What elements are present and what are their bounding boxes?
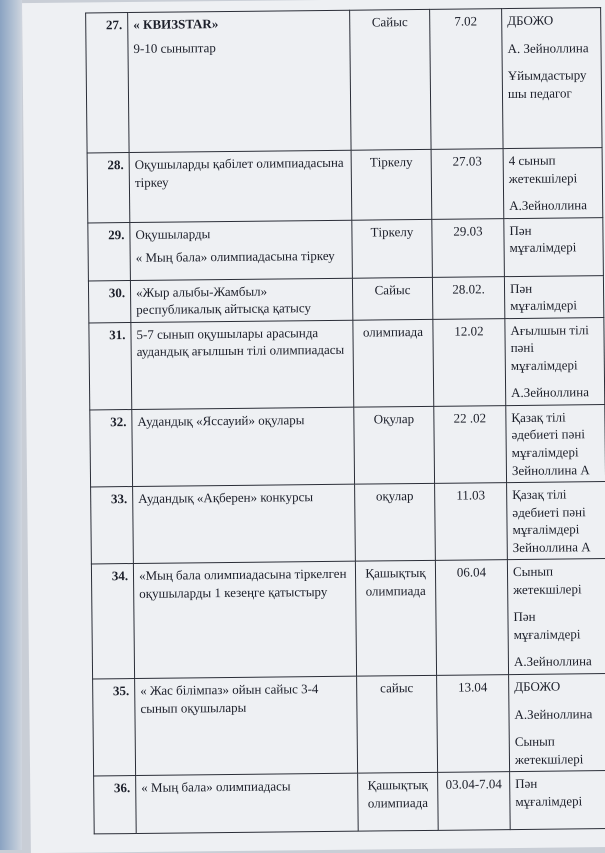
responsible-text: Ұйымдастыру шы педагог [507,67,587,101]
responsible-text: А.Зейноллина [513,653,592,670]
responsible-text: Сынып жетекшілері [512,563,582,597]
row-number: 28. [87,153,130,223]
responsible-text: А. Зейноллина [507,39,589,56]
event-cell [133,484,356,564]
document-page [22,0,605,853]
event-text: « КВИЗSTAR» [133,16,219,32]
row-number: 35. [93,679,136,777]
event-type: Сайыс [350,9,431,150]
event-cell [129,150,352,222]
row-number: 27. [86,13,129,153]
event-text: Аудандық «Яссауий» оқулары [137,412,305,429]
event-text: Оқушыларды [135,225,211,242]
responsible-cell [502,8,602,149]
event-date: 12.02 [433,318,506,406]
event-text: « Жас білімпаз» ойын сайыс 3-4 сынып оқушылары [140,681,319,716]
responsible-text: Пән мұғалімдері [509,222,577,256]
responsible-text: ДБОЖО [507,12,554,29]
responsible-cell [507,559,605,675]
responsible-text: А.Зейноллина [514,705,593,722]
event-date: 27.03 [431,149,504,219]
event-cell [128,10,351,152]
row-number: 31. [89,322,132,410]
event-cell [132,407,355,487]
responsible-text: Пән мұғалімдері [513,609,581,642]
row-number: 33. [91,487,134,565]
event-text: Оқушыларды қабілет олимпиадасына тіркеу [134,154,344,190]
responsible-text: 4 сынып жетекшілері [508,152,578,186]
responsible-cell [504,217,604,276]
responsible-cell [506,404,605,482]
event-date: 13.04 [437,675,510,773]
table-row [91,482,605,565]
event-date: 7.02 [430,9,503,150]
event-text: « Мың бала» олимпиадасына тіркеу [135,248,335,266]
responsible-text: Пән мұғалімдері [509,280,578,314]
event-cell [130,220,353,280]
responsible-text: Сынып жетекшілері [514,733,584,767]
event-text: «Жыр алыбы-Жамбыл» республикалық айтысқа қатысу [135,283,311,318]
event-text: « Мың бала» олимпиадасы [141,778,291,796]
event-text: 5-7 сынып оқушылары арасында аудандық ағылшын тілі олимпиадасы [136,324,345,360]
table-row [94,771,605,834]
page-edge [0,0,22,850]
event-cell [130,278,352,322]
responsible-text: А.Зейноллина [511,384,590,401]
event-text: 9-10 сыныптар [133,39,216,56]
responsible-cell [510,771,605,830]
event-type: сайыс [357,675,438,773]
table-row [87,148,603,223]
row-number: 29. [88,222,131,280]
event-type: Тіркелу [352,219,433,278]
event-date: 06.04 [435,560,508,675]
event-cell [135,676,358,776]
event-type: Сайыс [352,277,432,320]
row-number: 32. [90,409,133,487]
event-cell [131,320,354,410]
event-type: олимпиада [353,319,434,407]
event-type: Қашықтық олимпиада [355,561,436,677]
event-type: Оқулар [354,406,435,484]
table-row [88,275,603,322]
responsible-text: ДБОЖО [514,678,561,695]
row-number: 34. [91,564,134,679]
responsible-cell [509,674,605,772]
row-number: 36. [94,776,137,834]
responsible-text: Қазақ тілі әдебиеті пәні мұғалімдері Зейноллина А [512,486,591,555]
event-date: 03.04-7.04 [438,772,511,831]
table-row [90,404,605,487]
table-row [91,559,605,679]
event-type: Қашықтық олимпиада [358,773,439,832]
event-date: 29.03 [432,218,505,277]
responsible-text: Қазақ тілі әдебиеті пәні мұғалімдері Зейноллина А [511,409,590,478]
event-date: 22 .02 [434,406,507,484]
event-cell [133,561,356,678]
responsible-text: Пән мұғалімдері [515,776,583,809]
event-text: «Мың бала олимпиадасына тіркелген оқушыларды 1 кезеңге қатыстыру [138,566,347,601]
responsible-cell [507,482,605,560]
event-date: 11.03 [435,483,508,561]
events-table [85,7,605,835]
event-cell [136,773,359,833]
responsible-cell [504,275,603,318]
event-type: Тіркелу [351,149,432,219]
table-row [86,8,602,153]
table-row [89,317,605,410]
table-row [88,217,604,280]
responsible-cell [503,148,603,219]
responsible-text: А.Зейноллина [509,197,588,214]
responsible-cell [505,317,605,405]
event-text: Аудандық «Ақберен» конкурсы [138,489,314,507]
event-type: оқулар [355,483,436,561]
row-number: 30. [88,280,130,323]
table-row [93,674,605,777]
event-date: 28.02. [432,276,504,319]
responsible-text: Ағылшын тілі пәні мұғалімдері [510,321,589,373]
